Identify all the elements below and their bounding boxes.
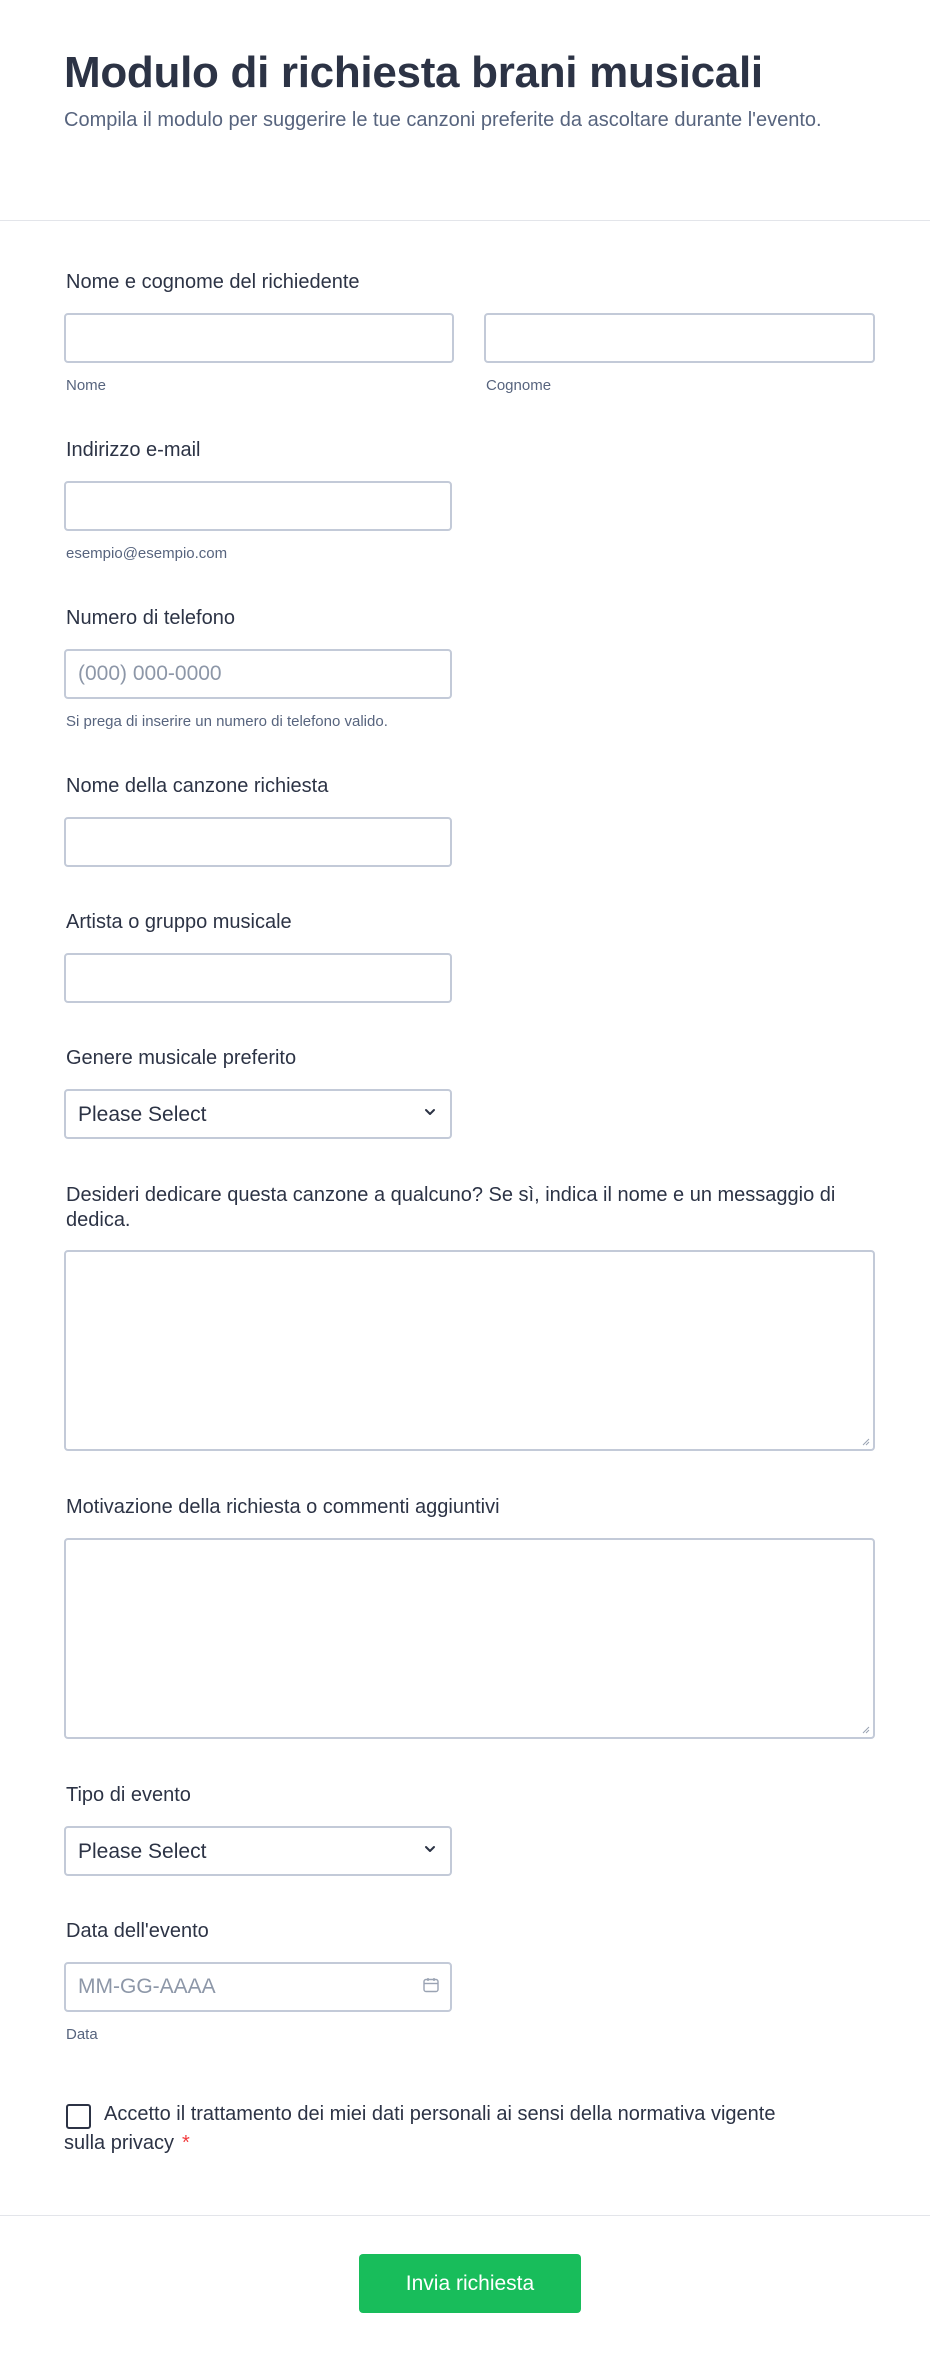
email-sublabel: esempio@esempio.com xyxy=(66,545,228,562)
event-date-sublabel: Data xyxy=(66,2026,98,2043)
phone-sublabel: Si prega di inserire un numero di telefono valido. xyxy=(66,713,388,730)
phone-input[interactable] xyxy=(64,649,452,699)
song-label: Nome della canzone richiesta xyxy=(66,775,329,797)
required-marker: * xyxy=(182,2132,190,2154)
phone-label: Numero di telefono xyxy=(66,607,235,629)
email-label: Indirizzo e-mail xyxy=(66,439,201,461)
page-title: Modulo di richiesta brani musicali xyxy=(64,48,763,97)
artist-input[interactable] xyxy=(64,953,452,1003)
first-name-input[interactable] xyxy=(64,313,454,363)
last-name-sublabel: Cognome xyxy=(486,377,552,394)
chevron-down-icon xyxy=(422,1841,438,1857)
submit-button[interactable]: Invia richiesta xyxy=(359,2254,581,2313)
event-type-label: Tipo di evento xyxy=(66,1784,191,1806)
event-type-select-value: Please Select xyxy=(78,1840,207,1863)
dedication-label: Desideri dedicare questa canzone a qualcuno? Se sì, indica il nome e un messaggio di dedica. xyxy=(66,1184,836,1231)
event-date-label: Data dell'evento xyxy=(66,1920,209,1942)
consent-text: Accetto il trattamento dei miei dati personali ai sensi della normativa vigente sulla privacy xyxy=(64,2103,776,2154)
motivation-textarea[interactable] xyxy=(64,1538,875,1739)
footer-divider xyxy=(0,2215,930,2216)
event-date-field xyxy=(64,1962,452,2012)
dedication-textarea[interactable] xyxy=(64,1250,875,1451)
resize-grip-icon[interactable] xyxy=(860,1724,870,1734)
name-label: Nome e cognome del richiedente xyxy=(66,271,360,293)
first-name-sublabel: Nome xyxy=(66,377,107,394)
event-type-select[interactable] xyxy=(64,1826,452,1876)
song-input[interactable] xyxy=(64,817,452,867)
calendar-icon[interactable] xyxy=(422,1976,440,1994)
form-header xyxy=(0,0,930,221)
genre-select[interactable] xyxy=(64,1089,452,1139)
email-field[interactable] xyxy=(64,481,452,531)
page-subtitle: Compila il modulo per suggerire le tue canzoni preferite da ascoltare durante l'evento. xyxy=(64,109,822,131)
genre-label: Genere musicale preferito xyxy=(66,1047,297,1069)
genre-select-value: Please Select xyxy=(78,1103,207,1126)
resize-grip-icon[interactable] xyxy=(860,1436,870,1446)
motivation-label: Motivazione della richiesta o commenti aggiuntivi xyxy=(66,1496,500,1518)
chevron-down-icon xyxy=(422,1104,438,1120)
consent-label xyxy=(64,2100,784,2158)
artist-label: Artista o gruppo musicale xyxy=(66,911,292,933)
last-name-input[interactable] xyxy=(484,313,875,363)
event-date-input[interactable] xyxy=(64,1962,452,2012)
